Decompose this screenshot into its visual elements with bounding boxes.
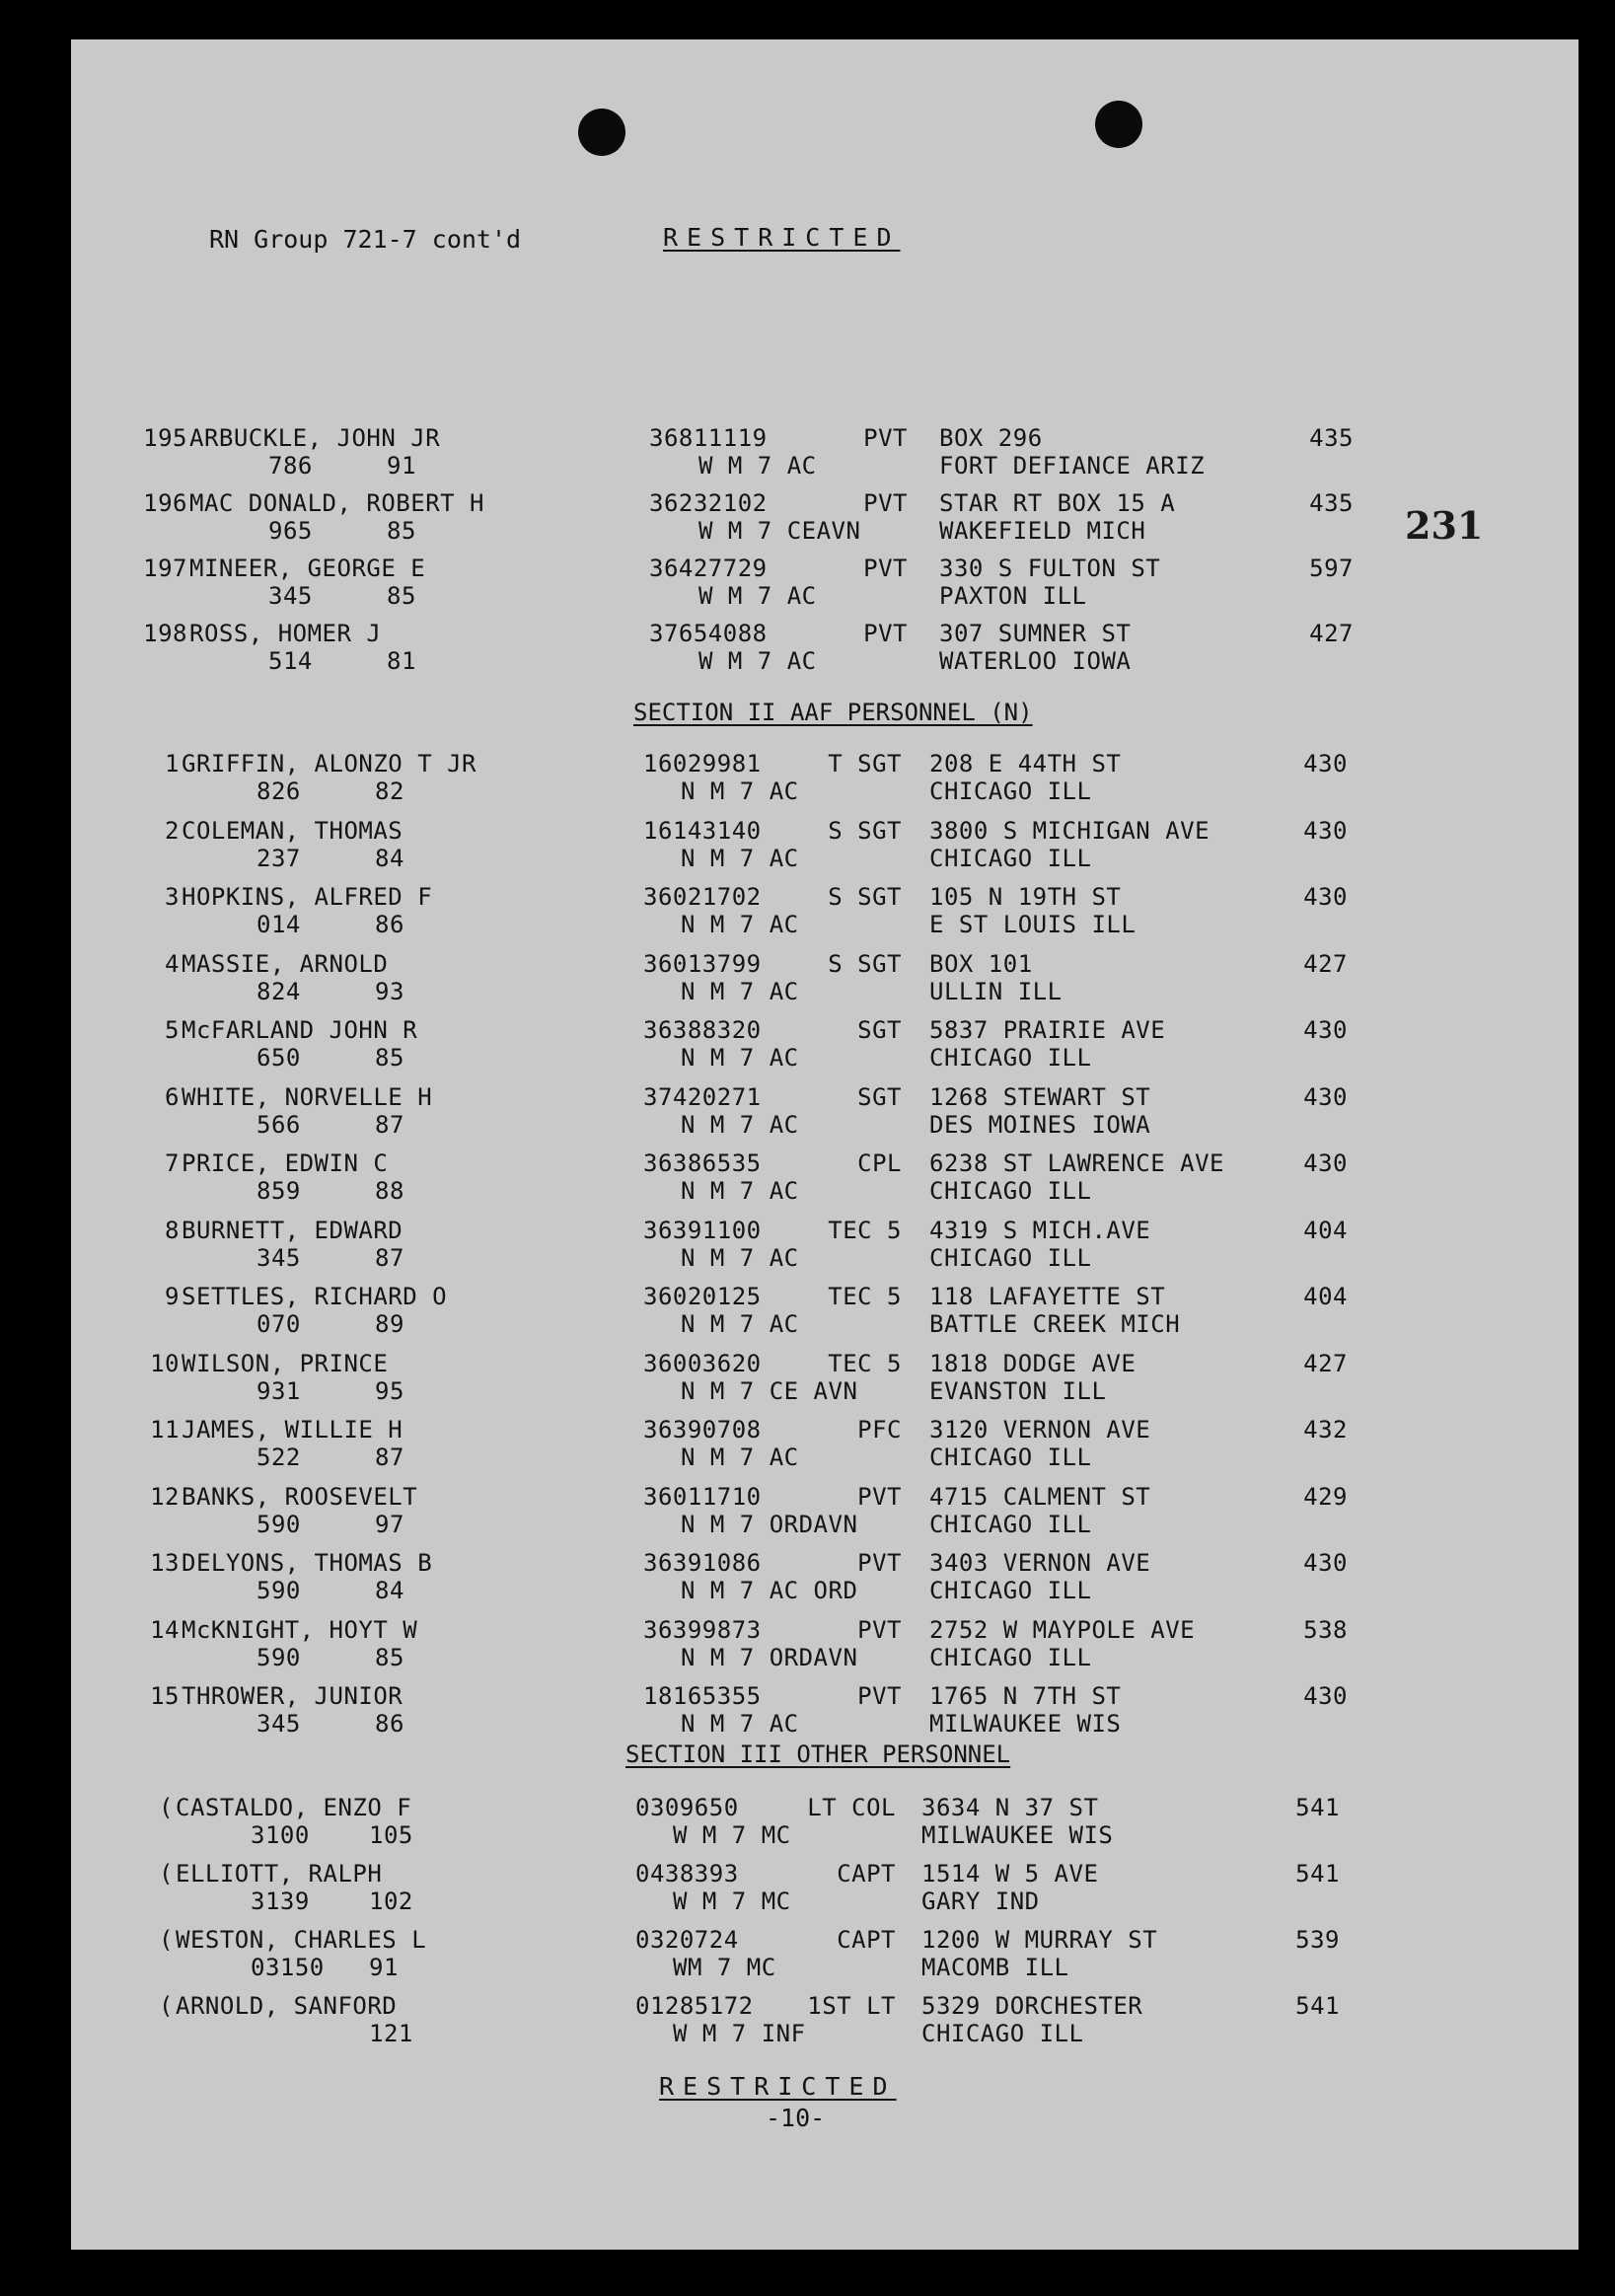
entry-code-1: 514 (268, 647, 313, 675)
entry-address-city: MILWAUKEE WIS (929, 1710, 1122, 1738)
entry-address-street: 5329 DORCHESTER (921, 1992, 1143, 2020)
entry-name: WESTON, CHARLES L (176, 1926, 427, 1954)
entry-code-2: 97 (375, 1510, 404, 1538)
entry-address-street: 1200 W MURRAY ST (921, 1926, 1158, 1954)
entry-number: ( (159, 1926, 174, 1954)
entry-code-number: 427 (1303, 1349, 1348, 1377)
entry-address-city: DES MOINES IOWA (929, 1110, 1151, 1139)
entry-serial-number: 36399873 (643, 1615, 762, 1644)
entry-code-1: 014 (257, 911, 301, 938)
entry-serial-number: 36021702 (643, 883, 762, 911)
entry-code-2: 85 (375, 1643, 404, 1671)
entry-address-city: ULLIN ILL (929, 977, 1063, 1005)
entry-number: 12 (150, 1482, 180, 1511)
entry-status-code: N M 7 AC (681, 1310, 799, 1338)
entry-rank: S SGT (828, 816, 902, 845)
entry-address-street: 1765 N 7TH ST (929, 1682, 1122, 1710)
entry-name: McFARLAND JOHN R (182, 1016, 418, 1044)
entry-serial-number: 36386535 (643, 1149, 762, 1177)
entry-number: 195 (143, 424, 187, 452)
entry-address-city: MACOMB ILL (921, 1954, 1069, 1981)
entry-number: 4 (165, 949, 180, 978)
entry-serial-number: 0320724 (635, 1926, 739, 1954)
entry-status-code: N M 7 AC (681, 1243, 799, 1272)
entry-code-number: 541 (1295, 1860, 1340, 1888)
entry-code-number: 430 (1303, 883, 1348, 911)
entry-rank: T SGT (828, 750, 902, 778)
entry-rank: PVT (857, 1615, 902, 1644)
entry-address-street: 3800 S MICHIGAN AVE (929, 816, 1211, 845)
entry-serial-number: 18165355 (643, 1682, 762, 1710)
entry-code-1: 786 (268, 452, 313, 480)
entry-name: SETTLES, RICHARD O (182, 1283, 448, 1310)
entry-status-code: N M 7 AC (681, 1444, 799, 1471)
entry-code-2: 81 (387, 647, 416, 675)
entry-code-2: 95 (375, 1376, 404, 1405)
entry-status-code: N M 7 AC (681, 778, 799, 805)
entry-name: GRIFFIN, ALONZO T JR (182, 750, 477, 778)
entry-code-1: 566 (257, 1110, 301, 1139)
entry-code-number: 538 (1303, 1615, 1348, 1644)
entry-name: WHITE, NORVELLE H (182, 1082, 433, 1111)
entry-address-street: 1818 DODGE AVE (929, 1349, 1137, 1377)
entry-code-1: 3139 (251, 1888, 310, 1915)
entry-code-1: 3100 (251, 1821, 310, 1849)
section3-title: SECTION III OTHER PERSONNEL (625, 1741, 1011, 1768)
entry-rank: PFC (857, 1416, 902, 1444)
entry-address-street: 105 N 19TH ST (929, 883, 1122, 911)
entry-code-number: 404 (1303, 1283, 1348, 1310)
entry-code-1: 931 (257, 1376, 301, 1405)
entry-code-1: 070 (257, 1310, 301, 1338)
entry-code-number: 539 (1295, 1926, 1340, 1954)
entry-status-code: W M 7 AC (698, 582, 817, 610)
entry-serial-number: 36011710 (643, 1482, 762, 1511)
entry-code-1: 237 (257, 844, 301, 872)
entry-address-city: CHICAGO ILL (929, 1643, 1092, 1671)
entry-number: ( (159, 1992, 174, 2020)
entry-name: PRICE, EDWIN C (182, 1149, 389, 1177)
entry-address-street: STAR RT BOX 15 A (939, 489, 1176, 517)
entry-serial-number: 36232102 (649, 489, 768, 517)
document-page (71, 39, 1578, 2250)
entry-name: MAC DONALD, ROBERT H (189, 489, 484, 517)
entry-status-code: N M 7 AC (681, 1044, 799, 1072)
entry-serial-number: 0438393 (635, 1860, 739, 1888)
punch-hole-right (1095, 101, 1142, 148)
entry-serial-number: 36427729 (649, 555, 768, 582)
entry-code-2: 85 (375, 1044, 404, 1072)
entry-serial-number: 0309650 (635, 1794, 739, 1821)
entry-code-2: 93 (375, 977, 404, 1005)
footer-page-number: -10- (766, 2104, 826, 2132)
entry-code-2: 87 (375, 1243, 404, 1272)
entry-address-street: 2752 W MAYPOLE AVE (929, 1615, 1196, 1644)
entry-status-code: W M 7 MC (673, 1888, 791, 1915)
entry-number: 6 (165, 1082, 180, 1111)
entry-address-city: WATERLOO IOWA (939, 647, 1132, 675)
entry-number: 14 (150, 1615, 180, 1644)
entry-name: ARNOLD, SANFORD (176, 1992, 398, 2020)
entry-name: ARBUCKLE, JOHN JR (189, 424, 441, 452)
entry-address-street: 5837 PRAIRIE AVE (929, 1016, 1166, 1044)
entry-rank: TEC 5 (828, 1283, 902, 1310)
entry-rank: S SGT (828, 883, 902, 911)
entry-status-code: N M 7 AC (681, 977, 799, 1005)
entry-code-1: 826 (257, 778, 301, 805)
entry-code-2: 85 (387, 517, 416, 545)
entry-code-number: 430 (1303, 1149, 1348, 1177)
entry-code-1: 345 (268, 582, 313, 610)
entry-address-city: CHICAGO ILL (929, 1177, 1092, 1205)
entry-rank: CAPT (837, 1926, 896, 1954)
entry-status-code: W M 7 CEAVN (698, 517, 861, 545)
entry-rank: TEC 5 (828, 1349, 902, 1377)
entry-code-number: 435 (1309, 424, 1354, 452)
entry-serial-number: 37420271 (643, 1082, 762, 1111)
entry-address-city: CHICAGO ILL (921, 2020, 1084, 2047)
entry-code-number: 597 (1309, 555, 1354, 582)
entry-status-code: WM 7 MC (673, 1954, 776, 1981)
entry-address-street: 330 S FULTON ST (939, 555, 1161, 582)
entry-code-1: 590 (257, 1577, 301, 1604)
entry-code-2: 105 (369, 1821, 413, 1849)
entry-address-street: 3120 VERNON AVE (929, 1416, 1151, 1444)
entry-code-2: 87 (375, 1444, 404, 1471)
entry-serial-number: 36020125 (643, 1283, 762, 1310)
header-restricted: RESTRICTED (663, 223, 901, 252)
entry-address-street: 307 SUMNER ST (939, 620, 1132, 647)
entry-address-city: MILWAUKEE WIS (921, 1821, 1114, 1849)
page-stamp-number: 231 (1405, 503, 1484, 548)
entry-serial-number: 36388320 (643, 1016, 762, 1044)
entry-name: DELYONS, THOMAS B (182, 1549, 433, 1577)
entry-code-number: 427 (1309, 620, 1354, 647)
entry-name: THROWER, JUNIOR (182, 1682, 404, 1710)
header-group-label: RN Group 721-7 cont'd (209, 225, 522, 254)
entry-rank: PVT (863, 555, 908, 582)
entry-rank: SGT (857, 1082, 902, 1111)
entry-number: 8 (165, 1216, 180, 1244)
entry-number: 15 (150, 1682, 180, 1710)
entry-rank: PVT (857, 1682, 902, 1710)
entry-address-city: CHICAGO ILL (929, 778, 1092, 805)
entry-status-code: W M 7 MC (673, 1821, 791, 1849)
entry-serial-number: 37654088 (649, 620, 768, 647)
entry-name: WILSON, PRINCE (182, 1349, 389, 1377)
entry-number: 197 (143, 555, 187, 582)
entry-address-street: 6238 ST LAWRENCE AVE (929, 1149, 1224, 1177)
entry-code-2: 88 (375, 1177, 404, 1205)
entry-code-1: 824 (257, 977, 301, 1005)
entry-address-street: 1268 STEWART ST (929, 1082, 1151, 1111)
entry-code-number: 427 (1303, 949, 1348, 978)
footer-restricted: RESTRICTED (659, 2072, 897, 2101)
entry-number: 7 (165, 1149, 180, 1177)
entry-code-2: 91 (369, 1954, 399, 1981)
entry-status-code: N M 7 CE AVN (681, 1376, 858, 1405)
entry-code-1: 345 (257, 1710, 301, 1738)
entry-code-1: 650 (257, 1044, 301, 1072)
entry-number: 13 (150, 1549, 180, 1577)
entry-code-2: 82 (375, 778, 404, 805)
entry-rank: CAPT (837, 1860, 896, 1888)
entry-name: CASTALDO, ENZO F (176, 1794, 412, 1821)
entry-code-number: 430 (1303, 1549, 1348, 1577)
entry-name: ELLIOTT, RALPH (176, 1860, 383, 1888)
entry-name: McKNIGHT, HOYT W (182, 1615, 418, 1644)
entry-code-number: 432 (1303, 1416, 1348, 1444)
entry-rank: PVT (863, 489, 908, 517)
entry-address-city: CHICAGO ILL (929, 1243, 1092, 1272)
entry-code-number: 541 (1295, 1794, 1340, 1821)
entry-number: 196 (143, 489, 187, 517)
entry-status-code: N M 7 AC ORD (681, 1577, 858, 1604)
entry-address-city: E ST LOUIS ILL (929, 911, 1137, 938)
entry-number: 10 (150, 1349, 180, 1377)
entry-code-number: 430 (1303, 1082, 1348, 1111)
entry-code-number: 430 (1303, 750, 1348, 778)
entry-number: 5 (165, 1016, 180, 1044)
entry-rank: CPL (857, 1149, 902, 1177)
entry-serial-number: 36390708 (643, 1416, 762, 1444)
entry-serial-number: 36811119 (649, 424, 768, 452)
entry-rank: PVT (857, 1549, 902, 1577)
entry-address-city: BATTLE CREEK MICH (929, 1310, 1181, 1338)
entry-address-city: CHICAGO ILL (929, 1577, 1092, 1604)
entry-code-2: 84 (375, 1577, 404, 1604)
entry-status-code: N M 7 AC (681, 844, 799, 872)
entry-code-2: 91 (387, 452, 416, 480)
entry-serial-number: 16029981 (643, 750, 762, 778)
entry-status-code: N M 7 AC (681, 1710, 799, 1738)
entry-address-city: CHICAGO ILL (929, 1510, 1092, 1538)
entry-address-street: BOX 101 (929, 949, 1033, 978)
punch-hole-left (578, 109, 625, 156)
entry-address-street: 4715 CALMENT ST (929, 1482, 1151, 1511)
entry-name: JAMES, WILLIE H (182, 1416, 404, 1444)
entry-number: ( (159, 1860, 174, 1888)
entry-code-number: 430 (1303, 1682, 1348, 1710)
entry-rank: S SGT (828, 949, 902, 978)
entry-address-street: 4319 S MICH.AVE (929, 1216, 1151, 1244)
entry-rank: LT COL (807, 1794, 896, 1821)
entry-rank: PVT (857, 1482, 902, 1511)
entry-code-2: 89 (375, 1310, 404, 1338)
entry-code-1: 590 (257, 1643, 301, 1671)
entry-number: 11 (150, 1416, 180, 1444)
entry-address-city: CHICAGO ILL (929, 1444, 1092, 1471)
entry-address-street: 1514 W 5 AVE (921, 1860, 1099, 1888)
entry-address-city: FORT DEFIANCE ARIZ (939, 452, 1206, 480)
entry-number: ( (159, 1794, 174, 1821)
entry-name: MINEER, GEORGE E (189, 555, 426, 582)
entry-serial-number: 36003620 (643, 1349, 762, 1377)
entry-code-2: 86 (375, 1710, 404, 1738)
entry-address-street: 118 LAFAYETTE ST (929, 1283, 1166, 1310)
entry-code-2: 87 (375, 1110, 404, 1139)
entry-address-street: 3403 VERNON AVE (929, 1549, 1151, 1577)
entry-address-city: PAXTON ILL (939, 582, 1087, 610)
entry-number: 2 (165, 816, 180, 845)
entry-address-street: BOX 296 (939, 424, 1043, 452)
entry-rank: PVT (863, 424, 908, 452)
entry-code-number: 404 (1303, 1216, 1348, 1244)
entry-name: COLEMAN, THOMAS (182, 816, 404, 845)
entry-rank: TEC 5 (828, 1216, 902, 1244)
entry-serial-number: 36391100 (643, 1216, 762, 1244)
entry-code-1: 345 (257, 1243, 301, 1272)
entry-name: HOPKINS, ALFRED F (182, 883, 433, 911)
entry-address-street: 3634 N 37 ST (921, 1794, 1099, 1821)
entry-address-city: CHICAGO ILL (929, 844, 1092, 872)
entry-serial-number: 01285172 (635, 1992, 754, 2020)
entry-code-2: 84 (375, 844, 404, 872)
entry-name: MASSIE, ARNOLD (182, 949, 389, 978)
entry-address-city: EVANSTON ILL (929, 1376, 1107, 1405)
entry-code-number: 435 (1309, 489, 1354, 517)
entry-status-code: W M 7 AC (698, 452, 817, 480)
entry-code-1: 859 (257, 1177, 301, 1205)
entry-status-code: N M 7 ORDAVN (681, 1643, 858, 1671)
entry-address-city: CHICAGO ILL (929, 1044, 1092, 1072)
entry-name: ROSS, HOMER J (189, 620, 382, 647)
entry-address-street: 208 E 44TH ST (929, 750, 1122, 778)
entry-code-number: 430 (1303, 1016, 1348, 1044)
entry-code-number: 429 (1303, 1482, 1348, 1511)
entry-number: 3 (165, 883, 180, 911)
entry-status-code: W M 7 INF (673, 2020, 806, 2047)
entry-code-1: 590 (257, 1510, 301, 1538)
entry-code-number: 430 (1303, 816, 1348, 845)
entry-status-code: N M 7 ORDAVN (681, 1510, 858, 1538)
entry-code-2: 86 (375, 911, 404, 938)
entry-address-city: GARY IND (921, 1888, 1040, 1915)
entry-status-code: N M 7 AC (681, 911, 799, 938)
entry-code-number: 541 (1295, 1992, 1340, 2020)
entry-status-code: N M 7 AC (681, 1110, 799, 1139)
entry-status-code: N M 7 AC (681, 1177, 799, 1205)
entry-code-2: 85 (387, 582, 416, 610)
entry-name: BANKS, ROOSEVELT (182, 1482, 418, 1511)
entry-number: 9 (165, 1283, 180, 1310)
entry-address-city: WAKEFIELD MICH (939, 517, 1146, 545)
entry-rank: SGT (857, 1016, 902, 1044)
entry-status-code: W M 7 AC (698, 647, 817, 675)
entry-number: 198 (143, 620, 187, 647)
entry-rank: PVT (863, 620, 908, 647)
entry-code-1: 965 (268, 517, 313, 545)
entry-serial-number: 16143140 (643, 816, 762, 845)
entry-code-2: 121 (369, 2020, 413, 2047)
entry-serial-number: 36391086 (643, 1549, 762, 1577)
section2-title: SECTION II AAF PERSONNEL (N) (633, 699, 1033, 726)
entry-number: 1 (165, 750, 180, 778)
entry-code-2: 102 (369, 1888, 413, 1915)
entry-code-1: 03150 (251, 1954, 325, 1981)
entry-code-1: 522 (257, 1444, 301, 1471)
entry-name: BURNETT, EDWARD (182, 1216, 404, 1244)
entry-rank: 1ST LT (807, 1992, 896, 2020)
entry-serial-number: 36013799 (643, 949, 762, 978)
